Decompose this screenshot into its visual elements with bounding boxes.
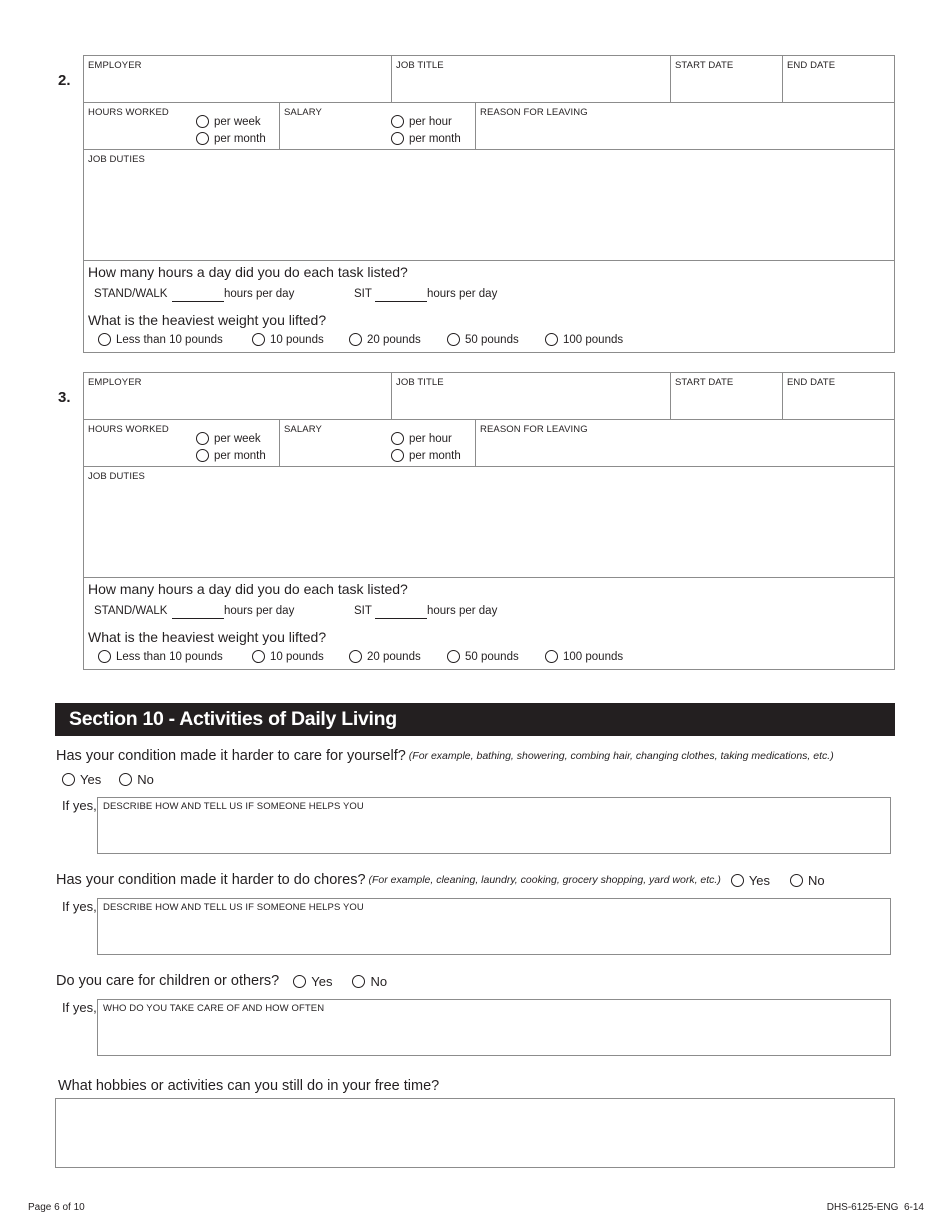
- radio-icon[interactable]: [391, 449, 404, 462]
- radio-icon[interactable]: [196, 132, 209, 145]
- sit-hours-input[interactable]: [375, 605, 427, 619]
- employer-field[interactable]: [84, 56, 392, 102]
- per-hour-option[interactable]: per hour: [391, 432, 452, 445]
- reason-for-leaving-field[interactable]: [476, 420, 894, 466]
- reason-label: REASON FOR LEAVING: [480, 424, 588, 435]
- care-no-option[interactable]: No: [352, 974, 387, 989]
- radio-icon[interactable]: [252, 333, 265, 346]
- sit-hours-input[interactable]: [375, 288, 427, 302]
- chores-no-option[interactable]: No: [790, 873, 825, 888]
- per-week-option[interactable]: per week: [196, 115, 261, 128]
- self-care-yes-option[interactable]: Yes: [62, 772, 101, 787]
- chores-yes-option[interactable]: Yes: [731, 873, 770, 888]
- job-title-label: JOB TITLE: [396, 377, 444, 388]
- radio-icon[interactable]: [349, 650, 362, 663]
- job-duties-label: JOB DUTIES: [88, 471, 145, 482]
- job-duties-label: JOB DUTIES: [88, 154, 145, 165]
- chores-question: Has your condition made it harder to do chores? (For example, cleaning, laundry, cooking, grocery shopping, yard work, etc.) Yes No: [56, 872, 825, 888]
- hours-worked-field[interactable]: [84, 420, 280, 466]
- stand-walk-hours-input[interactable]: [172, 288, 224, 302]
- reason-for-leaving-field[interactable]: [476, 103, 894, 149]
- per-hour-option[interactable]: per hour: [391, 115, 452, 128]
- hours-worked-label: HOURS WORKED: [88, 424, 169, 435]
- stand-walk-label: STAND/WALK: [94, 288, 168, 300]
- form-id: DHS-6125-ENG 6-14: [826, 1202, 924, 1213]
- per-month-option[interactable]: per month: [196, 449, 266, 462]
- start-date-label: START DATE: [675, 60, 734, 71]
- job-entry-2: [83, 55, 895, 353]
- radio-icon[interactable]: [352, 975, 365, 988]
- describe-label: DESCRIBE HOW AND TELL US IF SOMEONE HELPS YOU: [103, 902, 364, 913]
- hours-per-day-label: hours per day: [224, 605, 295, 617]
- hours-per-day-label: hours per day: [427, 288, 498, 300]
- care-description-field[interactable]: [97, 999, 891, 1056]
- job-entry-3: [83, 372, 895, 670]
- stand-walk-hours-input[interactable]: [172, 605, 224, 619]
- end-date-field[interactable]: [783, 373, 894, 419]
- radio-icon[interactable]: [391, 432, 404, 445]
- salary-per-month-option[interactable]: per month: [391, 132, 461, 145]
- hours-per-day-label: hours per day: [427, 605, 498, 617]
- employer-label: EMPLOYER: [88, 377, 142, 388]
- sit-label: SIT: [354, 605, 372, 617]
- start-date-label: START DATE: [675, 377, 734, 388]
- self-care-description-field[interactable]: [97, 797, 891, 854]
- start-date-field[interactable]: [671, 56, 783, 102]
- care-yes-option[interactable]: Yes: [293, 974, 332, 989]
- weight-option[interactable]: Less than 10 pounds: [98, 333, 223, 346]
- salary-label: SALARY: [284, 107, 322, 118]
- radio-icon[interactable]: [196, 115, 209, 128]
- end-date-label: END DATE: [787, 377, 836, 388]
- radio-icon[interactable]: [731, 874, 744, 887]
- radio-icon[interactable]: [196, 432, 209, 445]
- weight-option[interactable]: 10 pounds: [252, 333, 324, 346]
- weight-question: What is the heaviest weight you lifted?: [88, 312, 327, 328]
- job-duties-field[interactable]: [84, 467, 894, 578]
- salary-field[interactable]: [280, 420, 476, 466]
- job-title-label: JOB TITLE: [396, 60, 444, 71]
- employer-field[interactable]: [84, 373, 392, 419]
- self-care-no-option[interactable]: No: [119, 772, 154, 787]
- radio-icon[interactable]: [790, 874, 803, 887]
- radio-icon[interactable]: [196, 449, 209, 462]
- radio-icon[interactable]: [252, 650, 265, 663]
- chores-description-field[interactable]: [97, 898, 891, 955]
- per-month-option[interactable]: per month: [196, 132, 266, 145]
- radio-icon[interactable]: [293, 975, 306, 988]
- radio-icon[interactable]: [98, 333, 111, 346]
- job-number: 3.: [58, 389, 71, 406]
- end-date-field[interactable]: [783, 56, 894, 102]
- salary-per-month-option[interactable]: per month: [391, 449, 461, 462]
- radio-icon[interactable]: [447, 650, 460, 663]
- hobbies-field[interactable]: [55, 1098, 895, 1168]
- stand-walk-label: STAND/WALK: [94, 605, 168, 617]
- self-care-example: (For example, bathing, showering, combing hair, changing clothes, taking medications, etc.): [408, 750, 834, 762]
- employer-label: EMPLOYER: [88, 60, 142, 71]
- weight-option[interactable]: 100 pounds: [545, 650, 623, 663]
- if-yes-label: If yes,: [62, 899, 97, 914]
- weight-question: What is the heaviest weight you lifted?: [88, 629, 327, 645]
- radio-icon[interactable]: [349, 333, 362, 346]
- care-for-others-question: Do you care for children or others? Yes No: [56, 973, 388, 989]
- section-10-header: Section 10 - Activities of Daily Living: [55, 703, 895, 736]
- page-number: Page 6 of 10: [28, 1202, 85, 1213]
- radio-icon[interactable]: [62, 773, 75, 786]
- weight-option[interactable]: 100 pounds: [545, 333, 623, 346]
- describe-label: DESCRIBE HOW AND TELL US IF SOMEONE HELPS YOU: [103, 801, 364, 812]
- chores-example: (For example, cleaning, laundry, cooking, grocery shopping, yard work, etc.): [368, 874, 721, 886]
- radio-icon[interactable]: [98, 650, 111, 663]
- job-duties-field[interactable]: [84, 150, 894, 261]
- weight-option[interactable]: 50 pounds: [447, 650, 519, 663]
- weight-option[interactable]: 20 pounds: [349, 333, 421, 346]
- start-date-field[interactable]: [671, 373, 783, 419]
- hobbies-question: What hobbies or activities can you still do in your free time?: [58, 1078, 440, 1094]
- self-care-question: Has your condition made it harder to care for yourself? (For example, bathing, showering, combing hair, changing clothes, taking medications, etc.): [56, 748, 834, 764]
- if-yes-label: If yes,: [62, 798, 97, 813]
- weight-option[interactable]: 50 pounds: [447, 333, 519, 346]
- radio-icon[interactable]: [119, 773, 132, 786]
- job-number: 2.: [58, 72, 71, 89]
- salary-field[interactable]: [280, 103, 476, 149]
- reason-label: REASON FOR LEAVING: [480, 107, 588, 118]
- weight-option[interactable]: Less than 10 pounds: [98, 650, 223, 663]
- job-title-field[interactable]: [392, 56, 671, 102]
- weight-option[interactable]: 10 pounds: [252, 650, 324, 663]
- hours-question: How many hours a day did you do each task listed?: [88, 581, 408, 597]
- hours-question: How many hours a day did you do each task listed?: [88, 264, 408, 280]
- sit-label: SIT: [354, 288, 372, 300]
- salary-label: SALARY: [284, 424, 322, 435]
- radio-icon[interactable]: [545, 650, 558, 663]
- weight-option[interactable]: 20 pounds: [349, 650, 421, 663]
- hours-worked-label: HOURS WORKED: [88, 107, 169, 118]
- radio-icon[interactable]: [545, 333, 558, 346]
- radio-icon[interactable]: [447, 333, 460, 346]
- hours-worked-field[interactable]: [84, 103, 280, 149]
- end-date-label: END DATE: [787, 60, 836, 71]
- who-label: WHO DO YOU TAKE CARE OF AND HOW OFTEN: [103, 1003, 325, 1014]
- per-week-option[interactable]: per week: [196, 432, 261, 445]
- job-title-field[interactable]: [392, 373, 671, 419]
- radio-icon[interactable]: [391, 115, 404, 128]
- if-yes-label: If yes,: [62, 1000, 97, 1015]
- radio-icon[interactable]: [391, 132, 404, 145]
- hours-per-day-label: hours per day: [224, 288, 295, 300]
